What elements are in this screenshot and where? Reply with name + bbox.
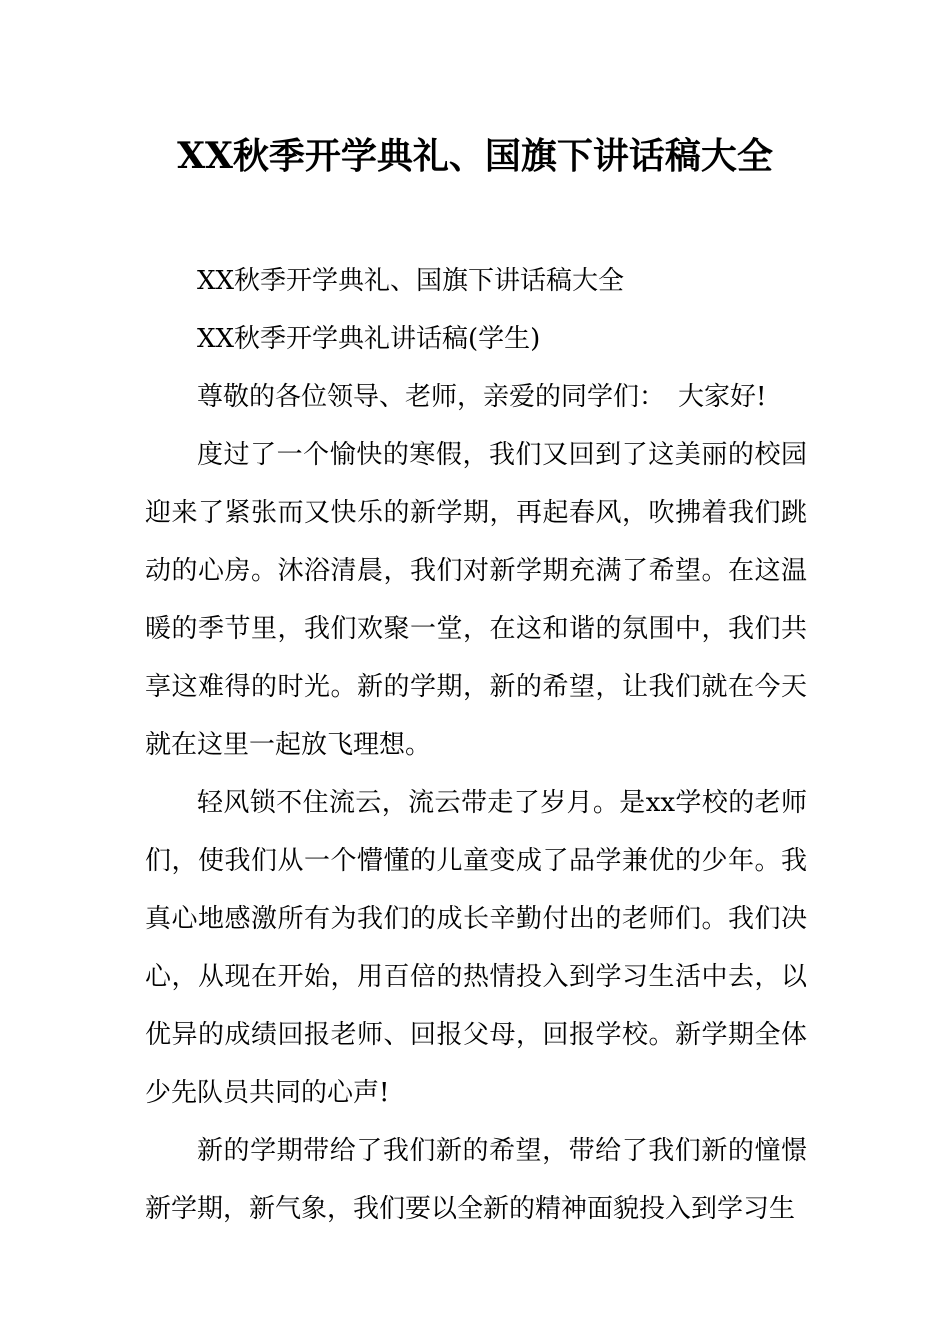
paragraph-body-2: 轻风锁不住流云，流云带走了岁月。是xx学校的老师们，使我们从一个懵懂的儿童变成了品学兼优的少年。我真心地感激所有为我们的成长辛勤付出的老师们。我们决心，从现在开始，用百倍的热情投入到学习生活中去，以优异的成绩回报老师、回报父母，回报学校。新学期全体少先队员共同的心声! <box>145 788 807 1108</box>
paragraph-heading-repeat: XX秋季开学典礼、国旗下讲话稿大全 <box>197 266 625 296</box>
document-body <box>145 252 807 1238</box>
document-title: XX秋季开学典礼、国旗下讲话稿大全 <box>177 135 773 177</box>
paragraph-greeting: 尊敬的各位领导、老师，亲爱的同学们： 大家好! <box>197 382 767 412</box>
paragraph-body-3: 新的学期带给了我们新的希望，带给了我们新的憧憬新学期，新气象，我们要以全新的精神面貌投入到学习生 <box>145 1136 807 1224</box>
paragraph-body-1: 度过了一个愉快的寒假，我们又回到了这美丽的校园迎来了紧张而又快乐的新学期，再起春风，吹拂着我们跳动的心房。沐浴清晨，我们对新学期充满了希望。在这温暖的季节里，我们欢聚一堂，在这和谐的氛围中，我们共享这难得的时光。新的学期，新的希望，让我们就在今天就在这里一起放飞理想。 <box>145 440 807 760</box>
paragraph-subtitle: XX秋季开学典礼讲话稿(学生) <box>197 324 541 354</box>
